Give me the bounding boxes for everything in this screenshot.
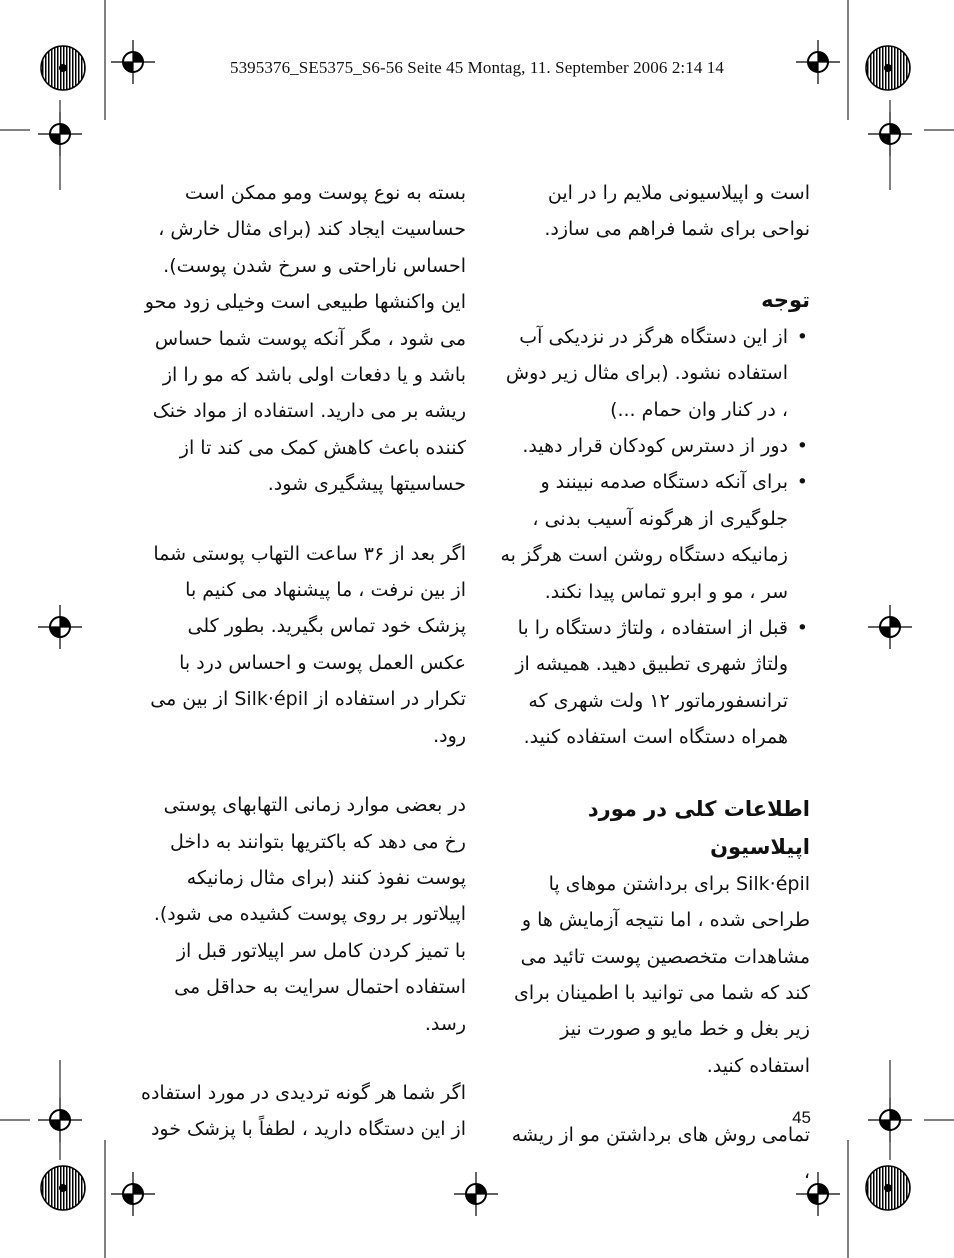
section-heading: اطلاعات کلی در مورد اپیلاسیون [587, 796, 810, 859]
left-column [140, 175, 466, 1181]
note-list [500, 319, 810, 756]
intro-paragraph: است و اپیلاسیونی ملایم را در این نواحی برای شما فراهم می سازد. [544, 182, 810, 241]
paragraph-bacteria: در بعضی موارد زمانی التهابهای پوستی رخ می دهد که باکتریها بتوانند به داخل پوست نفوذ کنند (برای مثال زمانیکه اپیلاتور بر روی پوست کشیده می شود). با تمیز کردن کامل سر اپیلاتور قبل از استفاده احتمال سرایت به حداقل می رسد. [153, 794, 466, 1035]
note-heading: توجه [761, 287, 810, 312]
note-item: • دور از دسترس کودکان قرار دهید. [500, 428, 810, 464]
closing-line: تمامی روش های برداشتن مو از ریشه ، [511, 1124, 810, 1183]
note-item: • قبل از استفاده ، ولتاژ دستگاه را با ولتاژ شهری تطبیق دهید. همیشه از ترانسفورماتور ۱۲ ولت شهری که همراه دستگاه است استفاده کنید. [500, 610, 810, 756]
right-column [500, 175, 810, 1223]
star-target-icon [41, 1166, 85, 1210]
paragraph-doctor: اگر بعد از ۳۶ ساعت التهاب پوستی شما از بین نرفت ، ما پیشنهاد می کنیم با پزشک خود تماس بگیرید. بطور کلی عکس العمل پوست و احساس درد با تکرار در استفاده از Silk·épil از بین می رود. [150, 542, 466, 747]
page-number: 45 [792, 1108, 811, 1127]
section-paragraph: Silk·épil برای برداشتن موهای پا طراحی شده ، اما نتیجه آزمایش ها و مشاهدات متخصصین پوست تائید می کند که شما می توانید با اطمینان برای زیر بغل و خط مایو و صورت نیز استفاده کنید. [514, 872, 810, 1077]
print-header: 5395376_SE5375_S6-56 Seite 45 Montag, 11. September 2006 2:14 14 [229, 58, 725, 77]
paragraph-sensitivity: بسته به نوع پوست ومو ممکن است حساسیت ایجاد کند (برای مثال خارش ، احساس ناراحتی و سرخ شدن پوست). این واکنشها طبیعی است وخیلی زود محو می شود ، مگر آنکه پوست شما حساس باشد و یا دفعات اولی باشد که مو را از ریشه بر می دارید. استفاده از مواد خنک کننده باعث کاهش کمک می کند تا از حساسیتها پیشگیری شود. [144, 182, 466, 496]
note-item: • برای آنکه دستگاه صدمه نبینند و جلوگیری از هرگونه آسیب بدنی ، زمانیکه دستگاه روشن است هرگز به سر ، مو و ابرو تماس پیدا نکند. [500, 464, 810, 610]
paragraph-doubt: اگر شما هر گونه تردیدی در مورد استفاده از این دستگاه دارید ، لطفاً با پزشک خود [141, 1081, 466, 1141]
star-target-icon [866, 1166, 910, 1210]
note-item: • از این دستگاه هرگز در نزدیکی آب استفاده نشود. (برای مثال زیر دوش ، در کنار وان حمام ...) [500, 319, 810, 428]
